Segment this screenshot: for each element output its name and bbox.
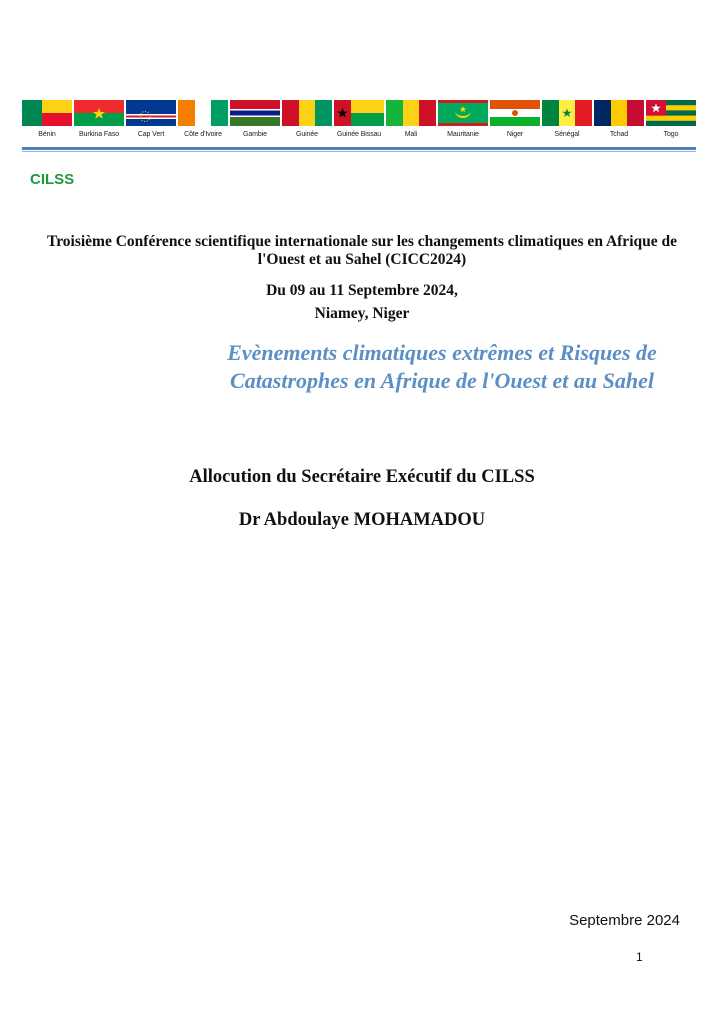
flag-label: Tchad (609, 131, 629, 138)
flag-senegal-icon (542, 100, 592, 126)
flag-mali-icon (386, 100, 436, 126)
conference-title: Troisième Conférence scientifique internationale sur les changements climatiques en Afrique de l'Ouest et au Sahel (CICC2024) (47, 233, 677, 268)
theme-line-1: Evènements climatiques extrêmes et Risques de (227, 340, 657, 365)
flag-label: Sénégal (554, 131, 580, 138)
flag-cell-tchad (594, 100, 644, 138)
flag-togo-icon (646, 100, 696, 126)
footer-date: Septembre 2024 (569, 912, 680, 929)
flag-cell-benin (22, 100, 72, 138)
member-flags-row (22, 100, 696, 138)
flag-guinee-bissau-icon (334, 100, 384, 126)
flag-label: Mauritanie (447, 131, 479, 138)
speech-title: Allocution du Secrétaire Exécutif du CILSS (189, 467, 535, 487)
flag-label: Guinée Bissau (336, 131, 382, 138)
organization-name: CILSS (30, 171, 75, 188)
flag-benin-icon (22, 100, 72, 126)
flag-cell-senegal (542, 100, 592, 138)
speaker-name: Dr Abdoulaye MOHAMADOU (238, 510, 486, 530)
flag-cell-guinee-bissau (334, 100, 384, 138)
flag-label: Côte d'Ivoire (184, 131, 222, 138)
header-rule (22, 147, 696, 150)
flag-cap-vert-icon (126, 100, 176, 126)
flag-label: Togo (663, 131, 679, 138)
page-number: 1 (636, 950, 643, 964)
conference-place: Niamey, Niger (314, 305, 410, 322)
flag-cell-togo (646, 100, 696, 138)
flag-label: Gambie (243, 131, 267, 138)
flag-burkina-faso-icon (74, 100, 124, 126)
flag-label: Cap Vert (137, 131, 165, 138)
flag-gambie-icon (230, 100, 280, 126)
flag-label: Bénin (38, 131, 56, 138)
flag-cote-divoire-icon (178, 100, 228, 126)
flag-niger-icon (490, 100, 540, 126)
flag-cell-cote-divoire (178, 100, 228, 138)
conference-dates: Du 09 au 11 Septembre 2024, (266, 282, 458, 299)
flag-label: Niger (506, 131, 524, 138)
flag-label: Mali (404, 131, 418, 138)
flag-guinee-icon (282, 100, 332, 126)
flag-tchad-icon (594, 100, 644, 126)
flag-cell-cap-vert (126, 100, 176, 138)
header-rule-thin (22, 151, 696, 152)
conference-theme (120, 339, 724, 395)
flag-cell-mali (386, 100, 436, 138)
flag-cell-guinee (282, 100, 332, 138)
flag-cell-niger (490, 100, 540, 138)
flag-cell-burkina-faso (74, 100, 124, 138)
flag-mauritanie-icon (438, 100, 488, 126)
flag-cell-mauritanie (438, 100, 488, 138)
theme-line-2: Catastrophes en Afrique de l'Ouest et au Sahel (230, 368, 654, 393)
flag-label: Burkina Faso (78, 131, 120, 138)
flag-label: Guinée (296, 131, 318, 138)
flag-cell-gambie (230, 100, 280, 138)
